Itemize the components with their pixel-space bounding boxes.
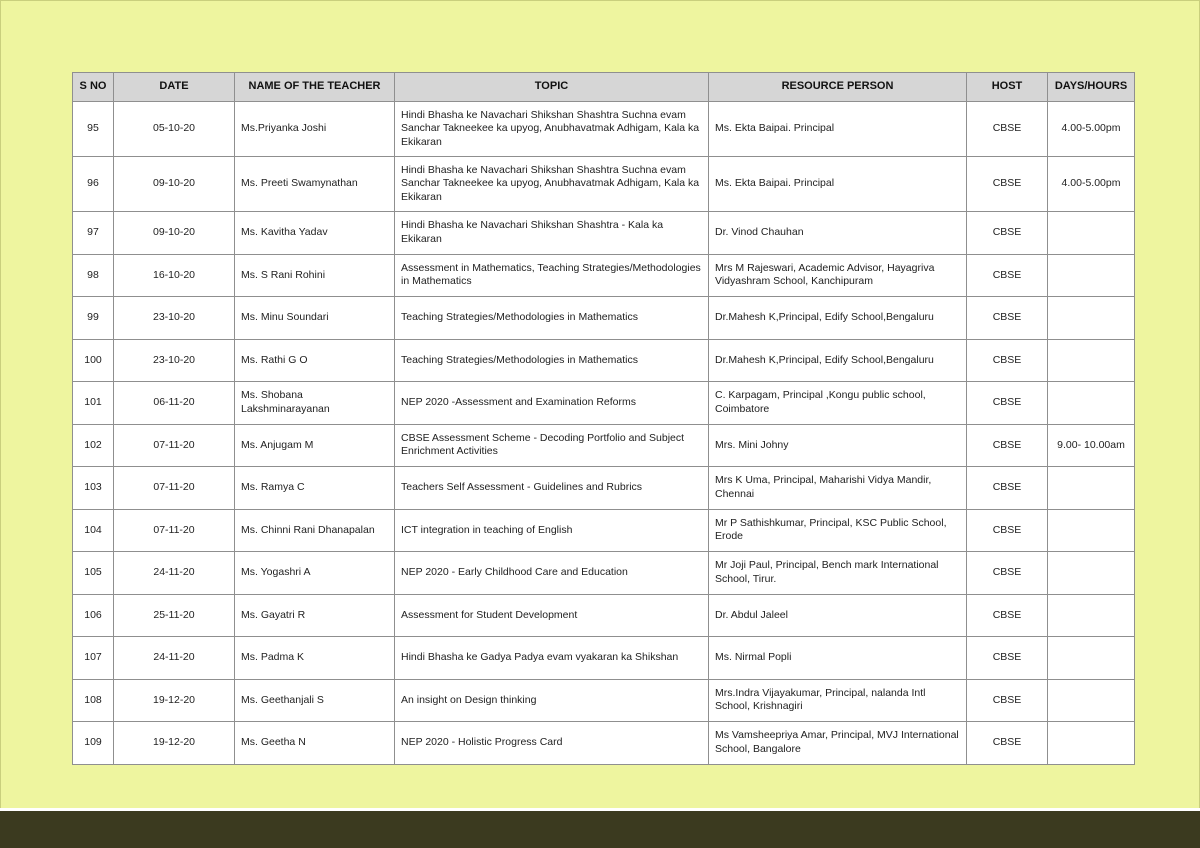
cell-resource-person: Dr. Vinod Chauhan (709, 212, 967, 255)
cell-date: 16-10-20 (114, 254, 235, 297)
table-row (73, 509, 1135, 552)
header-topic: TOPIC (395, 73, 709, 102)
cell-teacher: Ms. Geethanjali S (235, 679, 395, 722)
cell-date: 09-10-20 (114, 212, 235, 255)
cell-topic: CBSE Assessment Scheme - Decoding Portfolio and Subject Enrichment Activities (395, 424, 709, 467)
table-row (73, 679, 1135, 722)
cell-host: CBSE (967, 594, 1048, 637)
cell-resource-person: Mr Joji Paul, Principal, Bench mark International School, Tirur. (709, 552, 967, 595)
cell-host: CBSE (967, 297, 1048, 340)
cell-topic: Teachers Self Assessment - Guidelines and Rubrics (395, 467, 709, 510)
cell-host: CBSE (967, 722, 1048, 765)
cell-sno: 109 (73, 722, 114, 765)
header-days-hours: DAYS/HOURS (1048, 73, 1135, 102)
cell-sno: 108 (73, 679, 114, 722)
cell-date: 25-11-20 (114, 594, 235, 637)
cell-host: CBSE (967, 509, 1048, 552)
cell-date: 19-12-20 (114, 722, 235, 765)
table-row (73, 212, 1135, 255)
cell-date: 05-10-20 (114, 102, 235, 157)
cell-resource-person: Ms. Ekta Baipai. Principal (709, 102, 967, 157)
cell-days-hours (1048, 382, 1135, 425)
cell-teacher: Ms.Priyanka Joshi (235, 102, 395, 157)
cell-resource-person: Ms. Nirmal Popli (709, 637, 967, 680)
cell-date: 07-11-20 (114, 509, 235, 552)
cell-resource-person: Mrs. Mini Johny (709, 424, 967, 467)
table-row (73, 157, 1135, 212)
cell-teacher: Ms. Geetha N (235, 722, 395, 765)
cell-days-hours (1048, 212, 1135, 255)
cell-days-hours (1048, 467, 1135, 510)
cell-days-hours (1048, 594, 1135, 637)
cell-sno: 100 (73, 339, 114, 382)
cell-teacher: Ms. Padma K (235, 637, 395, 680)
cell-date: 24-11-20 (114, 637, 235, 680)
cell-host: CBSE (967, 157, 1048, 212)
cell-sno: 97 (73, 212, 114, 255)
cell-host: CBSE (967, 679, 1048, 722)
cell-topic: Assessment in Mathematics, Teaching Strategies/Methodologies in Mathematics (395, 254, 709, 297)
cell-resource-person: Dr.Mahesh K,Principal, Edify School,Bengaluru (709, 339, 967, 382)
cell-resource-person: C. Karpagam, Principal ,Kongu public school, Coimbatore (709, 382, 967, 425)
cell-teacher: Ms. Rathi G O (235, 339, 395, 382)
cell-sno: 104 (73, 509, 114, 552)
cell-topic: Teaching Strategies/Methodologies in Mathematics (395, 339, 709, 382)
table-row (73, 722, 1135, 765)
table-row (73, 382, 1135, 425)
cell-date: 06-11-20 (114, 382, 235, 425)
table-row (73, 297, 1135, 340)
table-row (73, 424, 1135, 467)
cell-sno: 103 (73, 467, 114, 510)
cell-sno: 99 (73, 297, 114, 340)
table-row (73, 339, 1135, 382)
cell-topic: Hindi Bhasha ke Navachari Shikshan Shashtra Suchna evam Sanchar Takneekee ka upyog, Anubhavatmak Adhigam, Kala ka Ekikaran (395, 157, 709, 212)
table-header (73, 73, 1135, 102)
cell-host: CBSE (967, 254, 1048, 297)
cell-resource-person: Ms Vamsheepriya Amar, Principal, MVJ International School, Bangalore (709, 722, 967, 765)
cell-days-hours (1048, 722, 1135, 765)
cell-days-hours (1048, 509, 1135, 552)
cell-teacher: Ms. Kavitha Yadav (235, 212, 395, 255)
table-row (73, 637, 1135, 680)
cell-resource-person: Mrs M Rajeswari, Academic Advisor, Hayagriva Vidyashram School, Kanchipuram (709, 254, 967, 297)
header-resource-person: RESOURCE PERSON (709, 73, 967, 102)
cell-host: CBSE (967, 552, 1048, 595)
cell-topic: NEP 2020 - Early Childhood Care and Education (395, 552, 709, 595)
cell-days-hours: 4.00-5.00pm (1048, 102, 1135, 157)
cell-date: 07-11-20 (114, 467, 235, 510)
cell-host: CBSE (967, 637, 1048, 680)
cell-sno: 95 (73, 102, 114, 157)
cell-date: 23-10-20 (114, 339, 235, 382)
cell-date: 23-10-20 (114, 297, 235, 340)
cell-sno: 107 (73, 637, 114, 680)
cell-topic: ICT integration in teaching of English (395, 509, 709, 552)
footer-bar (0, 811, 1200, 848)
cell-resource-person: Dr.Mahesh K,Principal, Edify School,Bengaluru (709, 297, 967, 340)
cell-teacher: Ms. Preeti Swamynathan (235, 157, 395, 212)
cell-sno: 105 (73, 552, 114, 595)
cell-host: CBSE (967, 382, 1048, 425)
cell-host: CBSE (967, 102, 1048, 157)
cell-topic: An insight on Design thinking (395, 679, 709, 722)
header-row (73, 73, 1135, 102)
cell-topic: Hindi Bhasha ke Navachari Shikshan Shashtra Suchna evam Sanchar Takneekee ka upyog, Anubhavatmak Adhigam, Kala ka Ekikaran (395, 102, 709, 157)
header-host: HOST (967, 73, 1048, 102)
cell-days-hours (1048, 637, 1135, 680)
header-sno: S NO (73, 73, 114, 102)
cell-host: CBSE (967, 424, 1048, 467)
cell-sno: 101 (73, 382, 114, 425)
header-date: DATE (114, 73, 235, 102)
cell-teacher: Ms. S Rani Rohini (235, 254, 395, 297)
cell-sno: 102 (73, 424, 114, 467)
cell-resource-person: Mrs.Indra Vijayakumar, Principal, nalanda Intl School, Krishnagiri (709, 679, 967, 722)
cell-date: 09-10-20 (114, 157, 235, 212)
cell-sno: 96 (73, 157, 114, 212)
cell-days-hours (1048, 297, 1135, 340)
cell-teacher: Ms. Gayatri R (235, 594, 395, 637)
cell-resource-person: Dr. Abdul Jaleel (709, 594, 967, 637)
cell-topic: NEP 2020 -Assessment and Examination Reforms (395, 382, 709, 425)
cell-days-hours (1048, 339, 1135, 382)
cell-days-hours: 4.00-5.00pm (1048, 157, 1135, 212)
cell-days-hours (1048, 679, 1135, 722)
cell-host: CBSE (967, 339, 1048, 382)
table-row (73, 467, 1135, 510)
table-row (73, 552, 1135, 595)
cell-host: CBSE (967, 467, 1048, 510)
cell-resource-person: Mr P Sathishkumar, Principal, KSC Public School, Erode (709, 509, 967, 552)
cell-days-hours: 9.00- 10.00am (1048, 424, 1135, 467)
training-table-container (72, 72, 1134, 765)
cell-teacher: Ms. Chinni Rani Dhanapalan (235, 509, 395, 552)
cell-teacher: Ms. Yogashri A (235, 552, 395, 595)
table-body (73, 102, 1135, 765)
cell-topic: NEP 2020 - Holistic Progress Card (395, 722, 709, 765)
table-row (73, 102, 1135, 157)
cell-resource-person: Mrs K Uma, Principal, Maharishi Vidya Mandir, Chennai (709, 467, 967, 510)
cell-topic: Hindi Bhasha ke Gadya Padya evam vyakaran ka Shikshan (395, 637, 709, 680)
cell-teacher: Ms. Ramya C (235, 467, 395, 510)
cell-topic: Teaching Strategies/Methodologies in Mathematics (395, 297, 709, 340)
cell-days-hours (1048, 254, 1135, 297)
cell-date: 24-11-20 (114, 552, 235, 595)
table-row (73, 254, 1135, 297)
cell-teacher: Ms. Minu Soundari (235, 297, 395, 340)
cell-date: 19-12-20 (114, 679, 235, 722)
cell-days-hours (1048, 552, 1135, 595)
cell-topic: Hindi Bhasha ke Navachari Shikshan Shashtra - Kala ka Ekikaran (395, 212, 709, 255)
header-teacher: NAME OF THE TEACHER (235, 73, 395, 102)
cell-resource-person: Ms. Ekta Baipai. Principal (709, 157, 967, 212)
cell-topic: Assessment for Student Development (395, 594, 709, 637)
cell-host: CBSE (967, 212, 1048, 255)
cell-teacher: Ms. Anjugam M (235, 424, 395, 467)
table-row (73, 594, 1135, 637)
cell-sno: 98 (73, 254, 114, 297)
cell-teacher: Ms. Shobana Lakshminarayanan (235, 382, 395, 425)
cell-sno: 106 (73, 594, 114, 637)
cell-date: 07-11-20 (114, 424, 235, 467)
training-table (72, 72, 1135, 765)
